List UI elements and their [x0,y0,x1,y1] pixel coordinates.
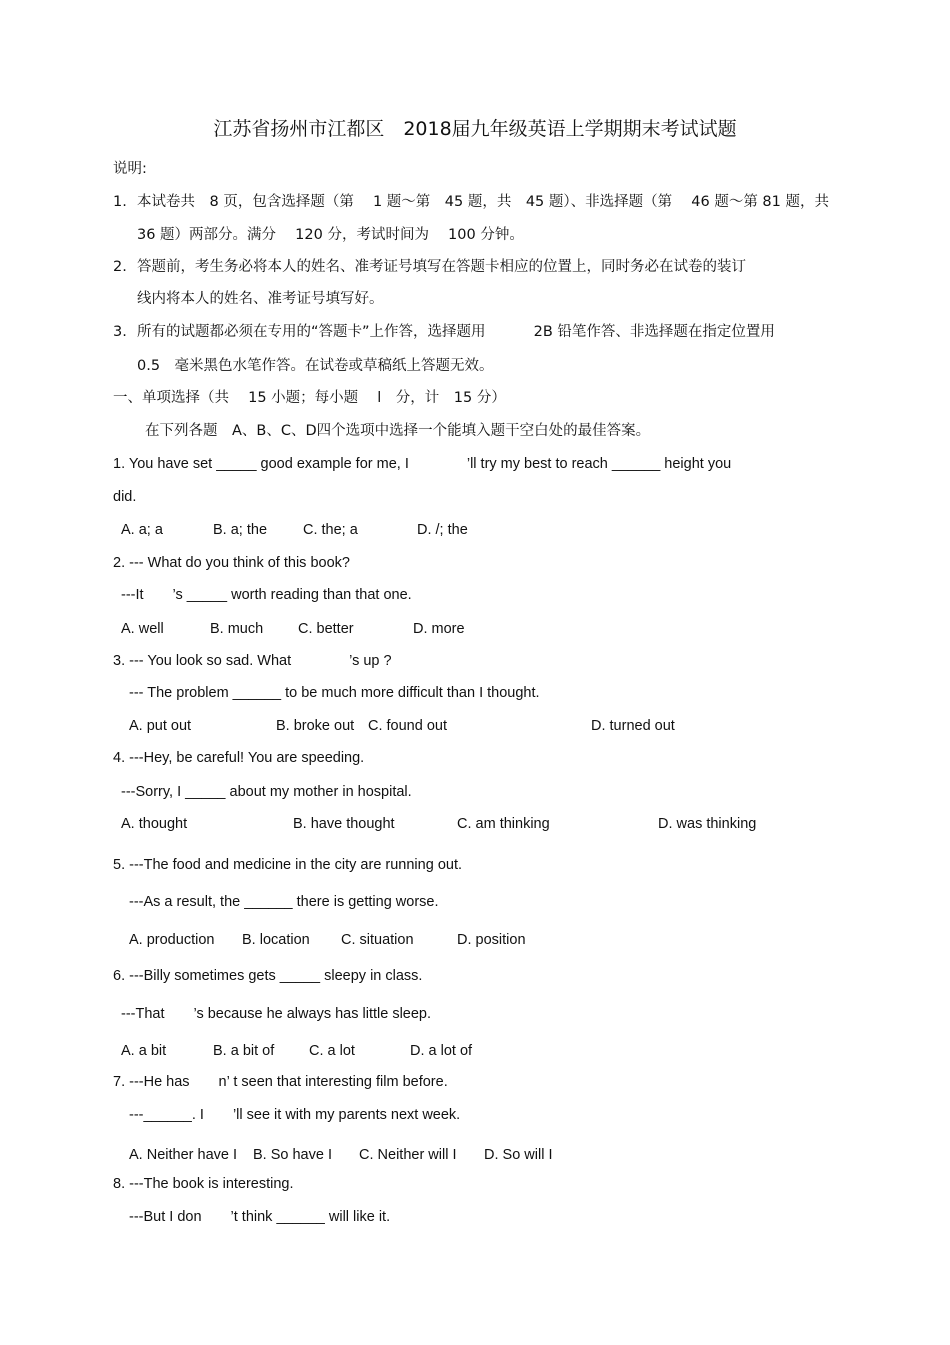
option-d: D. /; the [417,522,468,538]
option-c: C. a lot [309,1043,355,1059]
option-b: B. a; the [213,522,268,538]
note-number: 3. [113,324,127,340]
option-a: A. production [129,932,215,948]
section-heading: 一、单项选择（共 15 小题；每小题 l 分，计 15 分） [113,390,506,406]
option-b: B. So have I [253,1147,332,1163]
option-d: D. a lot of [410,1043,473,1059]
option-b: B. broke out [276,718,355,734]
option-b: B. much [210,621,264,637]
option-c: C. the; a [303,522,358,538]
note-number: 2. [113,259,127,275]
note-text: 本试卷共 8 页，包含选择题（第 1 题～第 45 题，共 45 题）、非选择题（第 46 题～第 81 题，共 [137,194,829,210]
option-d: D. was thinking [658,816,757,832]
note-number: 1. [113,194,127,210]
note-text: 线内将本人的姓名、准考证号填写好。 [137,291,384,307]
question-stem: 3. --- You look so sad. What ’s up ? [113,653,392,669]
question-stem: ---But I don ’t think ______ will like it. [129,1209,391,1225]
option-c: C. found out [368,718,447,734]
question-stem: did. [113,489,137,505]
option-d: D. more [413,621,465,637]
option-d: D. position [457,932,526,948]
option-c: C. Neither will I [359,1147,457,1163]
question-stem: 1. You have set _____ good example for me, I ’ll try my best to reach ______ height you [113,456,732,472]
option-a: A. Neither have I [129,1147,237,1163]
option-d: D. turned out [591,718,675,734]
option-a: A. a; a [121,522,163,538]
option-b: B. location [242,932,310,948]
question-stem: ---As a result, the ______ there is getting worse. [129,894,439,910]
note-text: 所有的试题都必须在专用的“答题卡”上作答，选择题用 2B 铅笔作答、非选择题在指定位置用 [137,324,775,340]
option-a: A. well [121,621,164,637]
section-instruction: 在下列各题 A、B、C、D四个选项中选择一个能填入题干空白处的最佳答案。 [145,423,651,439]
question-stem: ---That ’s because he always has little sleep. [121,1006,432,1022]
option-d: D. So will I [484,1147,553,1163]
note-text: 答题前，考生务必将本人的姓名、准考证号填写在答题卡相应的位置上，同时务必在试卷的装订 [137,259,746,275]
note-text: 0.5 毫米黑色水笔作答。在试卷或草稿纸上答题无效。 [137,358,494,374]
question-stem: --- The problem ______ to be much more difficult than I thought. [129,685,540,701]
question-stem: 7. ---He has n’ t seen that interesting film before. [113,1074,448,1090]
option-a: A. thought [121,816,188,832]
question-stem: 5. ---The food and medicine in the city are running out. [113,857,462,873]
question-stem: 2. --- What do you think of this book? [113,555,350,571]
notes-heading: 说明: [113,161,147,177]
question-stem: 8. ---The book is interesting. [113,1176,294,1192]
option-c: C. situation [341,932,414,948]
page-title: 江苏省扬州市江都区 2018届九年级英语上学期期末考试试题 [213,118,737,140]
question-stem: 6. ---Billy sometimes gets _____ sleepy in class. [113,968,423,984]
option-a: A. a bit [121,1043,167,1059]
option-b: B. a bit of [213,1043,275,1059]
question-stem: ---______. I ’ll see it with my parents next week. [129,1107,461,1123]
question-stem: ---It ’s _____ worth reading than that one. [121,587,412,603]
option-c: C. am thinking [457,816,550,832]
question-stem: 4. ---Hey, be careful! You are speeding. [113,750,365,766]
note-text: 36 题）两部分。满分 120 分，考试时间为 100 分钟。 [137,227,524,243]
option-c: C. better [298,621,354,637]
option-b: B. have thought [293,816,395,832]
option-a: A. put out [129,718,192,734]
question-stem: ---Sorry, I _____ about my mother in hospital. [121,784,412,800]
